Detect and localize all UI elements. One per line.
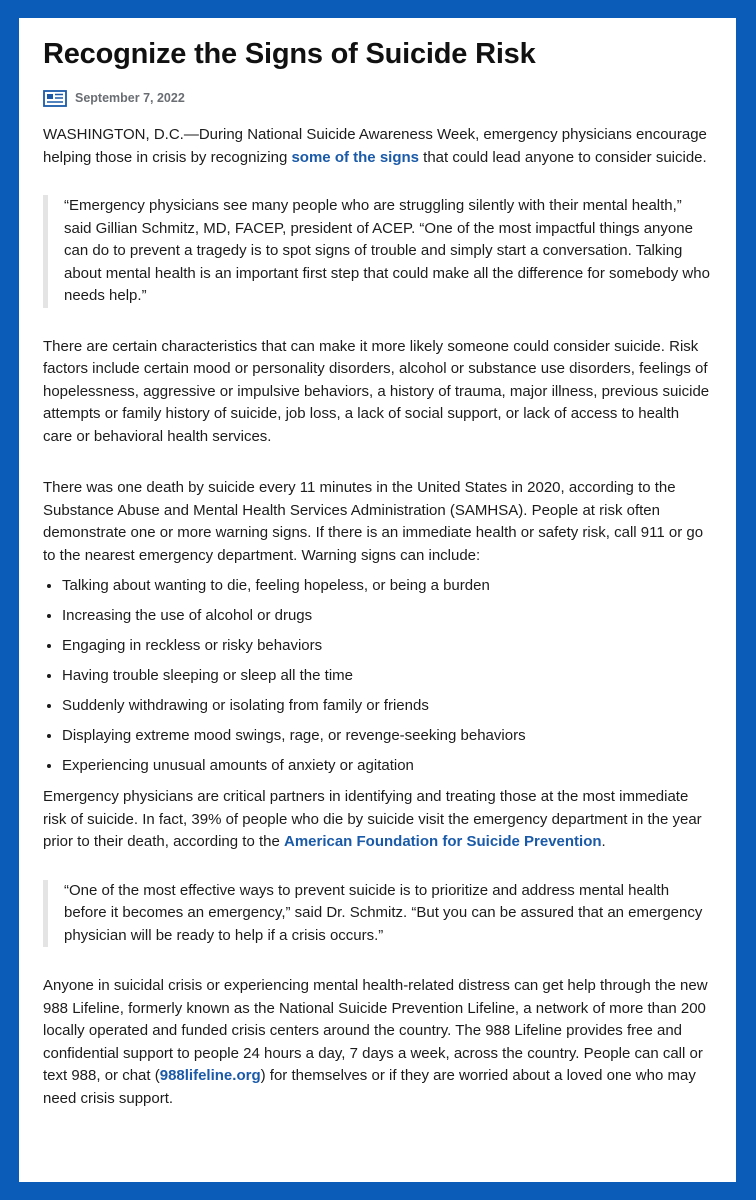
partners-text-start: Emergency physicians are critical partners in identifying and treating those at the most immediate risk of suicide. In fact, 39% of people who die by suicide visit the emergency department in the year prior to their death, according to the: [43, 788, 702, 850]
list-item: • Engaging in reckless or risky behaviors: [62, 635, 712, 657]
lifeline-paragraph: [43, 975, 712, 1110]
quote-text: “Emergency physicians see many people who are struggling silently with their mental health,” said Gillian Schmitz, MD, FACEP, president of ACEP. “One of the most impactful things anyone can do to prevent a tragedy is to spot signs of trouble and simply start a conversation. Talking about mental health is an important first step that could make all the difference for somebody who needs help.”: [64, 197, 710, 304]
quote-block: [43, 880, 712, 948]
article-card: [19, 18, 736, 1182]
publish-date: September 7, 2022: [75, 91, 185, 105]
page-title: Recognize the Signs of Suicide Risk: [43, 38, 536, 70]
newspaper-icon: [43, 90, 67, 107]
list-item: • Having trouble sleeping or sleep all the time: [62, 665, 712, 687]
list-item: • Experiencing unusual amounts of anxiety or agitation: [62, 755, 712, 777]
lifeline-text-end: ) for themselves or if they are worried about a loved one who may need crisis support.: [43, 1067, 696, 1107]
warning-signs-list: [43, 575, 712, 777]
lifeline-text-start: Anyone in suicidal crisis or experiencing mental health-related distress can get help through the new 988 Lifeline, formerly known as the National Suicide Prevention Lifeline, a network of more than 200 locally operated and funded crisis centers around the country. The 988 Lifeline provides free and confidential support to people 24 hours a day, 7 days a week, across the country. People can call or text 988, or chat (: [43, 977, 708, 1084]
intro-text-start: WASHINGTON, D.C.—During National Suicide Awareness Week, emergency physicians encourage helping those in crisis by recognizing: [43, 126, 707, 166]
signs-link[interactable]: some of the signs: [291, 148, 419, 166]
quote-text: “One of the most effective ways to prevent suicide is to prioritize and address mental health before it becomes an emergency,” said Dr. Schmitz. “But you can be assured that an emergency physician will be ready to help if a crisis occurs.”: [64, 881, 703, 944]
afsp-link[interactable]: American Foundation for Suicide Prevention: [283, 833, 602, 850]
risk-factors-paragraph: There are certain characteristics that can make it more likely someone could consider suicide. Risk factors include certain mood or personality disorders, alcohol or substance use disorders, feelings of hopelessness, aggressive or impulsive behaviors, a history of trauma, major illness, previous suicide attempts or family history of suicide, job loss, a lack of social support, or lack of access to health care or behavioral health services.: [43, 337, 710, 445]
intro-text-end: that could lead anyone to consider suicide.: [419, 148, 707, 166]
lifeline-link[interactable]: 988lifeline.org: [159, 1067, 261, 1084]
list-item: • Displaying extreme mood swings, rage, or revenge-seeking behaviors: [62, 725, 712, 747]
quote-block: [43, 195, 712, 308]
list-item: • Talking about wanting to die, feeling hopeless, or being a burden: [62, 575, 712, 597]
list-item: • Increasing the use of alcohol or drugs: [62, 605, 712, 627]
intro-paragraph: [43, 124, 712, 169]
partners-paragraph: [43, 786, 712, 854]
statistics-paragraph: There was one death by suicide every 11 minutes in the United States in 2020, according to the Substance Abuse and Mental Health Services Administration (SAMHSA). People at risk often demonstrate one or more warning signs. If there is an immediate health or safety risk, call 911 or go to the nearest emergency department. Warning signs can include:: [43, 479, 704, 564]
article-meta: [43, 88, 712, 108]
list-item: • Suddenly withdrawing or isolating from family or friends: [62, 695, 712, 717]
partners-text-end: .: [601, 833, 606, 850]
